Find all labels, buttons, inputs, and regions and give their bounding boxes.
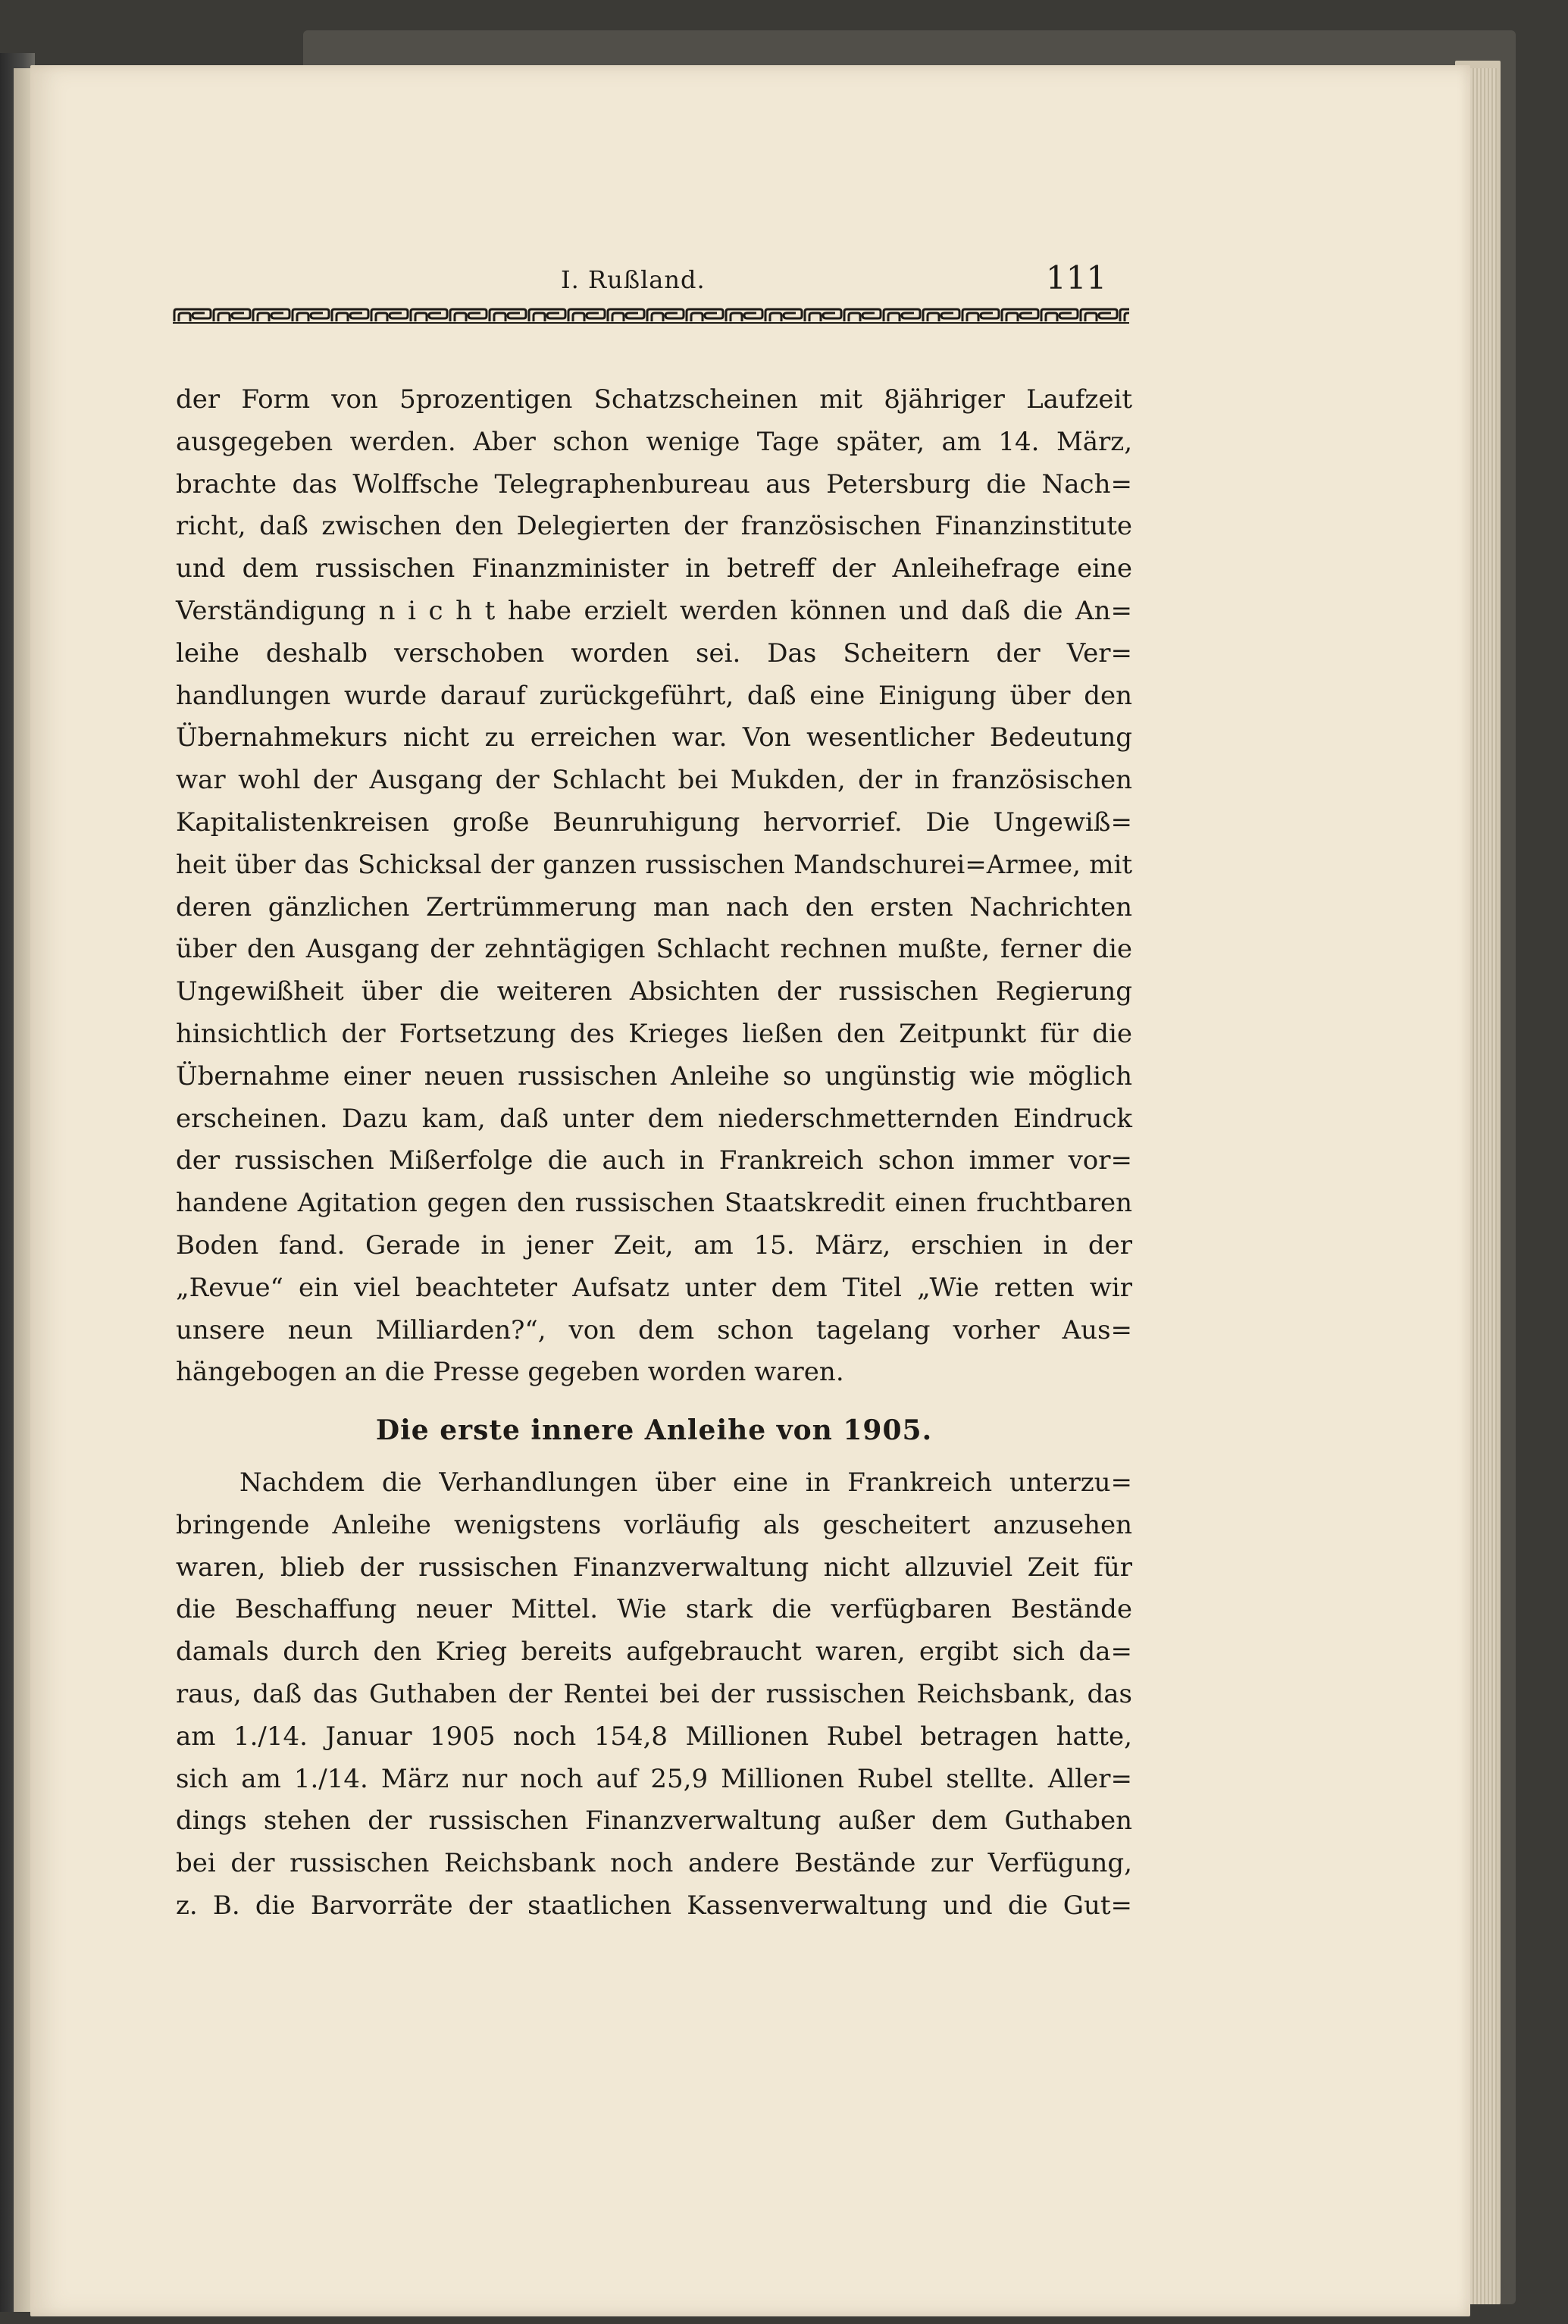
text-line: Verständigung n i c h t habe erzielt werden können und daß die An= [176,595,1132,626]
text-line: und dem russischen Finanzminister in betreff der Anleihefrage eine [176,553,1132,584]
text-line: erscheinen. Dazu kam, daß unter dem niederschmetternden Eindruck [176,1103,1132,1134]
text-line: handene Agitation gegen den russischen Staatskredit einen fruchtbaren [176,1188,1132,1219]
text-line: am 1./14. Januar 1905 noch 154,8 Millionen Rubel betragen hatte, [176,1721,1132,1752]
ornamental-rule [173,307,1129,324]
body-paragraph-1 [176,379,1132,1394]
text-line: handlungen wurde darauf zurückgeführt, daß eine Einigung über den [176,680,1132,711]
page-number: 111 [1046,259,1107,296]
text-line: sich am 1./14. März nur noch auf 25,9 Millionen Rubel stellte. Aller= [176,1763,1132,1794]
text-line: z. B. die Barvorräte der staatlichen Kassenverwaltung und die Gut= [176,1890,1132,1921]
text-line: hinsichtlich der Fortsetzung des Krieges ließen den Zeitpunkt für die [176,1018,1132,1049]
text-line: Kapitalistenkreisen große Beunruhigung hervorrief. Die Ungewiß= [176,807,1132,838]
text-line: Übernahme einer neuen russischen Anleihe so ungünstig wie möglich [176,1060,1132,1092]
text-line: dings stehen der russischen Finanzverwaltung außer dem Guthaben [176,1806,1132,1837]
text-line: ausgegeben werden. Aber schon wenige Tage später, am 14. März, [176,426,1132,457]
text-line: deren gänzlichen Zertrümmerung man nach den ersten Nachrichten [176,891,1132,922]
text-line: die Beschaffung neuer Mittel. Wie stark die verfügbaren Bestände [176,1594,1132,1625]
text-line: über den Ausgang der zehntägigen Schlacht rechnen mußte, ferner die [176,934,1132,965]
text-line: damals durch den Krieg bereits aufgebraucht waren, ergibt sich da= [176,1637,1132,1668]
text-line: leihe deshalb verschoben worden sei. Das Scheitern der Ver= [176,637,1132,669]
text-line: brachte das Wolffsche Telegraphenbureau aus Petersburg die Nach= [176,468,1132,500]
text-line: der Form von 5prozentigen Schatzscheinen mit 8jähriger Laufzeit [176,384,1132,415]
body-paragraph-2 [176,1462,1132,1928]
text-line: heit über das Schicksal der ganzen russischen Mandschurei=Armee, mit [176,849,1132,880]
text-line: Boden fand. Gerade in jener Zeit, am 15. März, erschien in der [176,1229,1132,1261]
text-line: bringende Anleihe wenigstens vorläufig als gescheitert anzusehen [176,1509,1132,1540]
text-line: unsere neun Milliarden?“, von dem schon tagelang vorher Aus= [176,1314,1132,1345]
page-stack-edge-lines [1466,68,1497,2304]
text-line: richt, daß zwischen den Delegierten der französischen Finanzinstitute [176,511,1132,542]
text-line: Ungewißheit über die weiteren Absichten der russischen Regierung [176,976,1132,1007]
text-line: waren, blieb der russischen Finanzverwaltung nicht allzuviel Zeit für [176,1552,1132,1583]
text-line: Nachdem die Verhandlungen über eine in Frankreich unterzu= [239,1467,1132,1498]
section-heading: Die erste innere Anleihe von 1905. [375,1414,933,1446]
text-line: bei der russischen Reichsbank noch andere Bestände zur Verfügung, [176,1848,1132,1879]
text-line: „Revue“ ein viel beachteter Aufsatz unter dem Titel „Wie retten wir [176,1272,1132,1303]
text-line: raus, daß das Guthaben der Rentei bei der russischen Reichsbank, das [176,1678,1132,1709]
text-line: war wohl der Ausgang der Schlacht bei Mukden, der in französischen [176,765,1132,796]
text-line: hängebogen an die Presse gegeben worden waren. [176,1357,844,1388]
running-head: I. Rußland. [561,265,706,294]
text-line: Übernahmekurs nicht zu erreichen war. Von wesentlicher Bedeutung [176,722,1132,753]
text-line: der russischen Mißerfolge die auch in Frankreich schon immer vor= [176,1145,1132,1176]
